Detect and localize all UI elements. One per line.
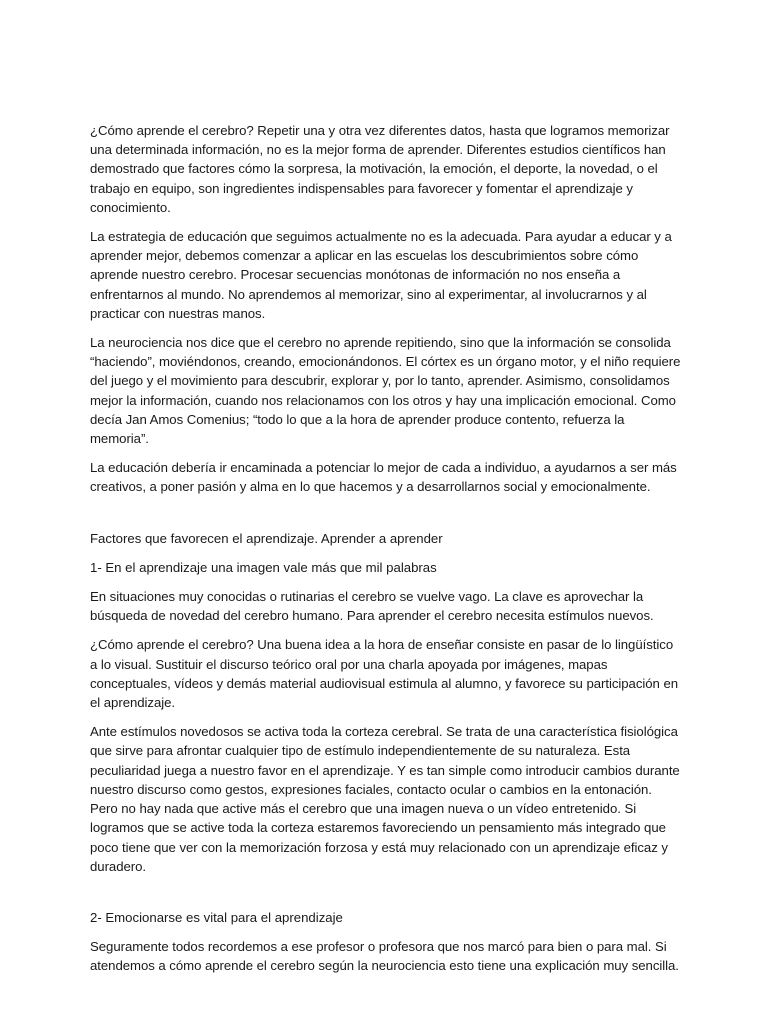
intro-paragraph-2: La estrategia de educación que seguimos actualmente no es la adecuada. Para ayudar a educar y a aprender mejor, debemos comenzar a aplicar en las escuelas los descubrimientos sobre cómo aprende nuestro cerebro. Procesar secuencias monótonas de información no nos enseña a enfrentarnos al mundo. No aprendemos al memorizar, sino al experimentar, al involucrarnos y al practicar con nuestras manos. <box>90 229 672 321</box>
spacer <box>90 507 682 529</box>
intro-paragraph-3: La neurociencia nos dice que el cerebro no aprende repitiendo, sino que la información se consolida “haciendo”, moviéndonos, creando, emocionándonos. El córtex es un órgano motor, y el niño requiere del juego y el movimiento para descubrir, explorar y, por lo tanto, aprender. Asimismo, consolidamos mejor la información, cuando nos relacionamos con los otros y hay una implicación emocional. Como decía Jan Amos Comenius; “todo lo que a la hora de aprender produce contento, refuerza la memoria”. <box>90 335 681 447</box>
section-1-heading: 1- En el aprendizaje una imagen vale más que mil palabras <box>90 559 437 575</box>
section-2-paragraph-1: Seguramente todos recordemos a ese profesor o profesora que nos marcó para bien o para mal. Si atendemos a cómo aprende el cerebro según la neurociencia esto tiene una explicación muy sencilla. <box>90 939 679 974</box>
section-1-paragraph-3: Ante estímulos novedosos se activa toda la corteza cerebral. Se trata de una característica fisiológica que sirve para afrontar cualquier tipo de estímulo independientemente de su naturaleza. Esta peculiaridad juega a nuestro favor en el aprendizaje. Y es tan simple como introducir cambios durante nuestro discurso como gestos, expresiones faciales, contacto ocular o cambios en la entonación. Pero no hay nada que active más el cerebro que una imagen nueva o un vídeo entretenido. Si logramos que se active toda la corteza estaremos favoreciendo un pensamiento más integrado que poco tiene que ver con la memorización forzosa y está muy relacionado con un aprendizaje eficaz y duradero. <box>90 724 680 874</box>
section-2-heading: 2- Emocionarse es vital para el aprendizaje <box>90 909 343 925</box>
intro-paragraph-1: ¿Cómo aprende el cerebro? Repetir una y otra vez diferentes datos, hasta que logramos memorizar una determinada información, no es la mejor forma de aprender. Diferentes estudios científicos han demostrado que factores cómo la sorpresa, la motivación, la emoción, el deporte, la novedad, o el trabajo en equipo, son ingredientes indispensables para favorecer y fomentar el aprendizaje y conocimiento. <box>90 123 670 215</box>
section-1-paragraph-2: ¿Cómo aprende el cerebro? Una buena idea a la hora de enseñar consiste en pasar de lo lingüístico a lo visual. Sustituir el discurso teórico oral por una charla apoyada por imágenes, mapas conceptuales, vídeos y demás material audiovisual estimula al alumno, y favorece su participación en el aprendizaje. <box>90 637 679 711</box>
spacer <box>90 886 682 908</box>
section-title: Factores que favorecen el aprendizaje. Aprender a aprender <box>90 530 443 546</box>
document-page <box>90 121 682 986</box>
section-1-paragraph-1: En situaciones muy conocidas o rutinarias el cerebro se vuelve vago. La clave es aprovechar la búsqueda de novedad del cerebro humano. Para aprender el cerebro necesita estímulos nuevos. <box>90 589 654 624</box>
intro-paragraph-4: La educación debería ir encaminada a potenciar lo mejor de cada a individuo, a ayudarnos a ser más creativos, a poner pasión y alma en lo que hacemos y a desarrollarnos social y emocionalmente. <box>90 460 677 495</box>
